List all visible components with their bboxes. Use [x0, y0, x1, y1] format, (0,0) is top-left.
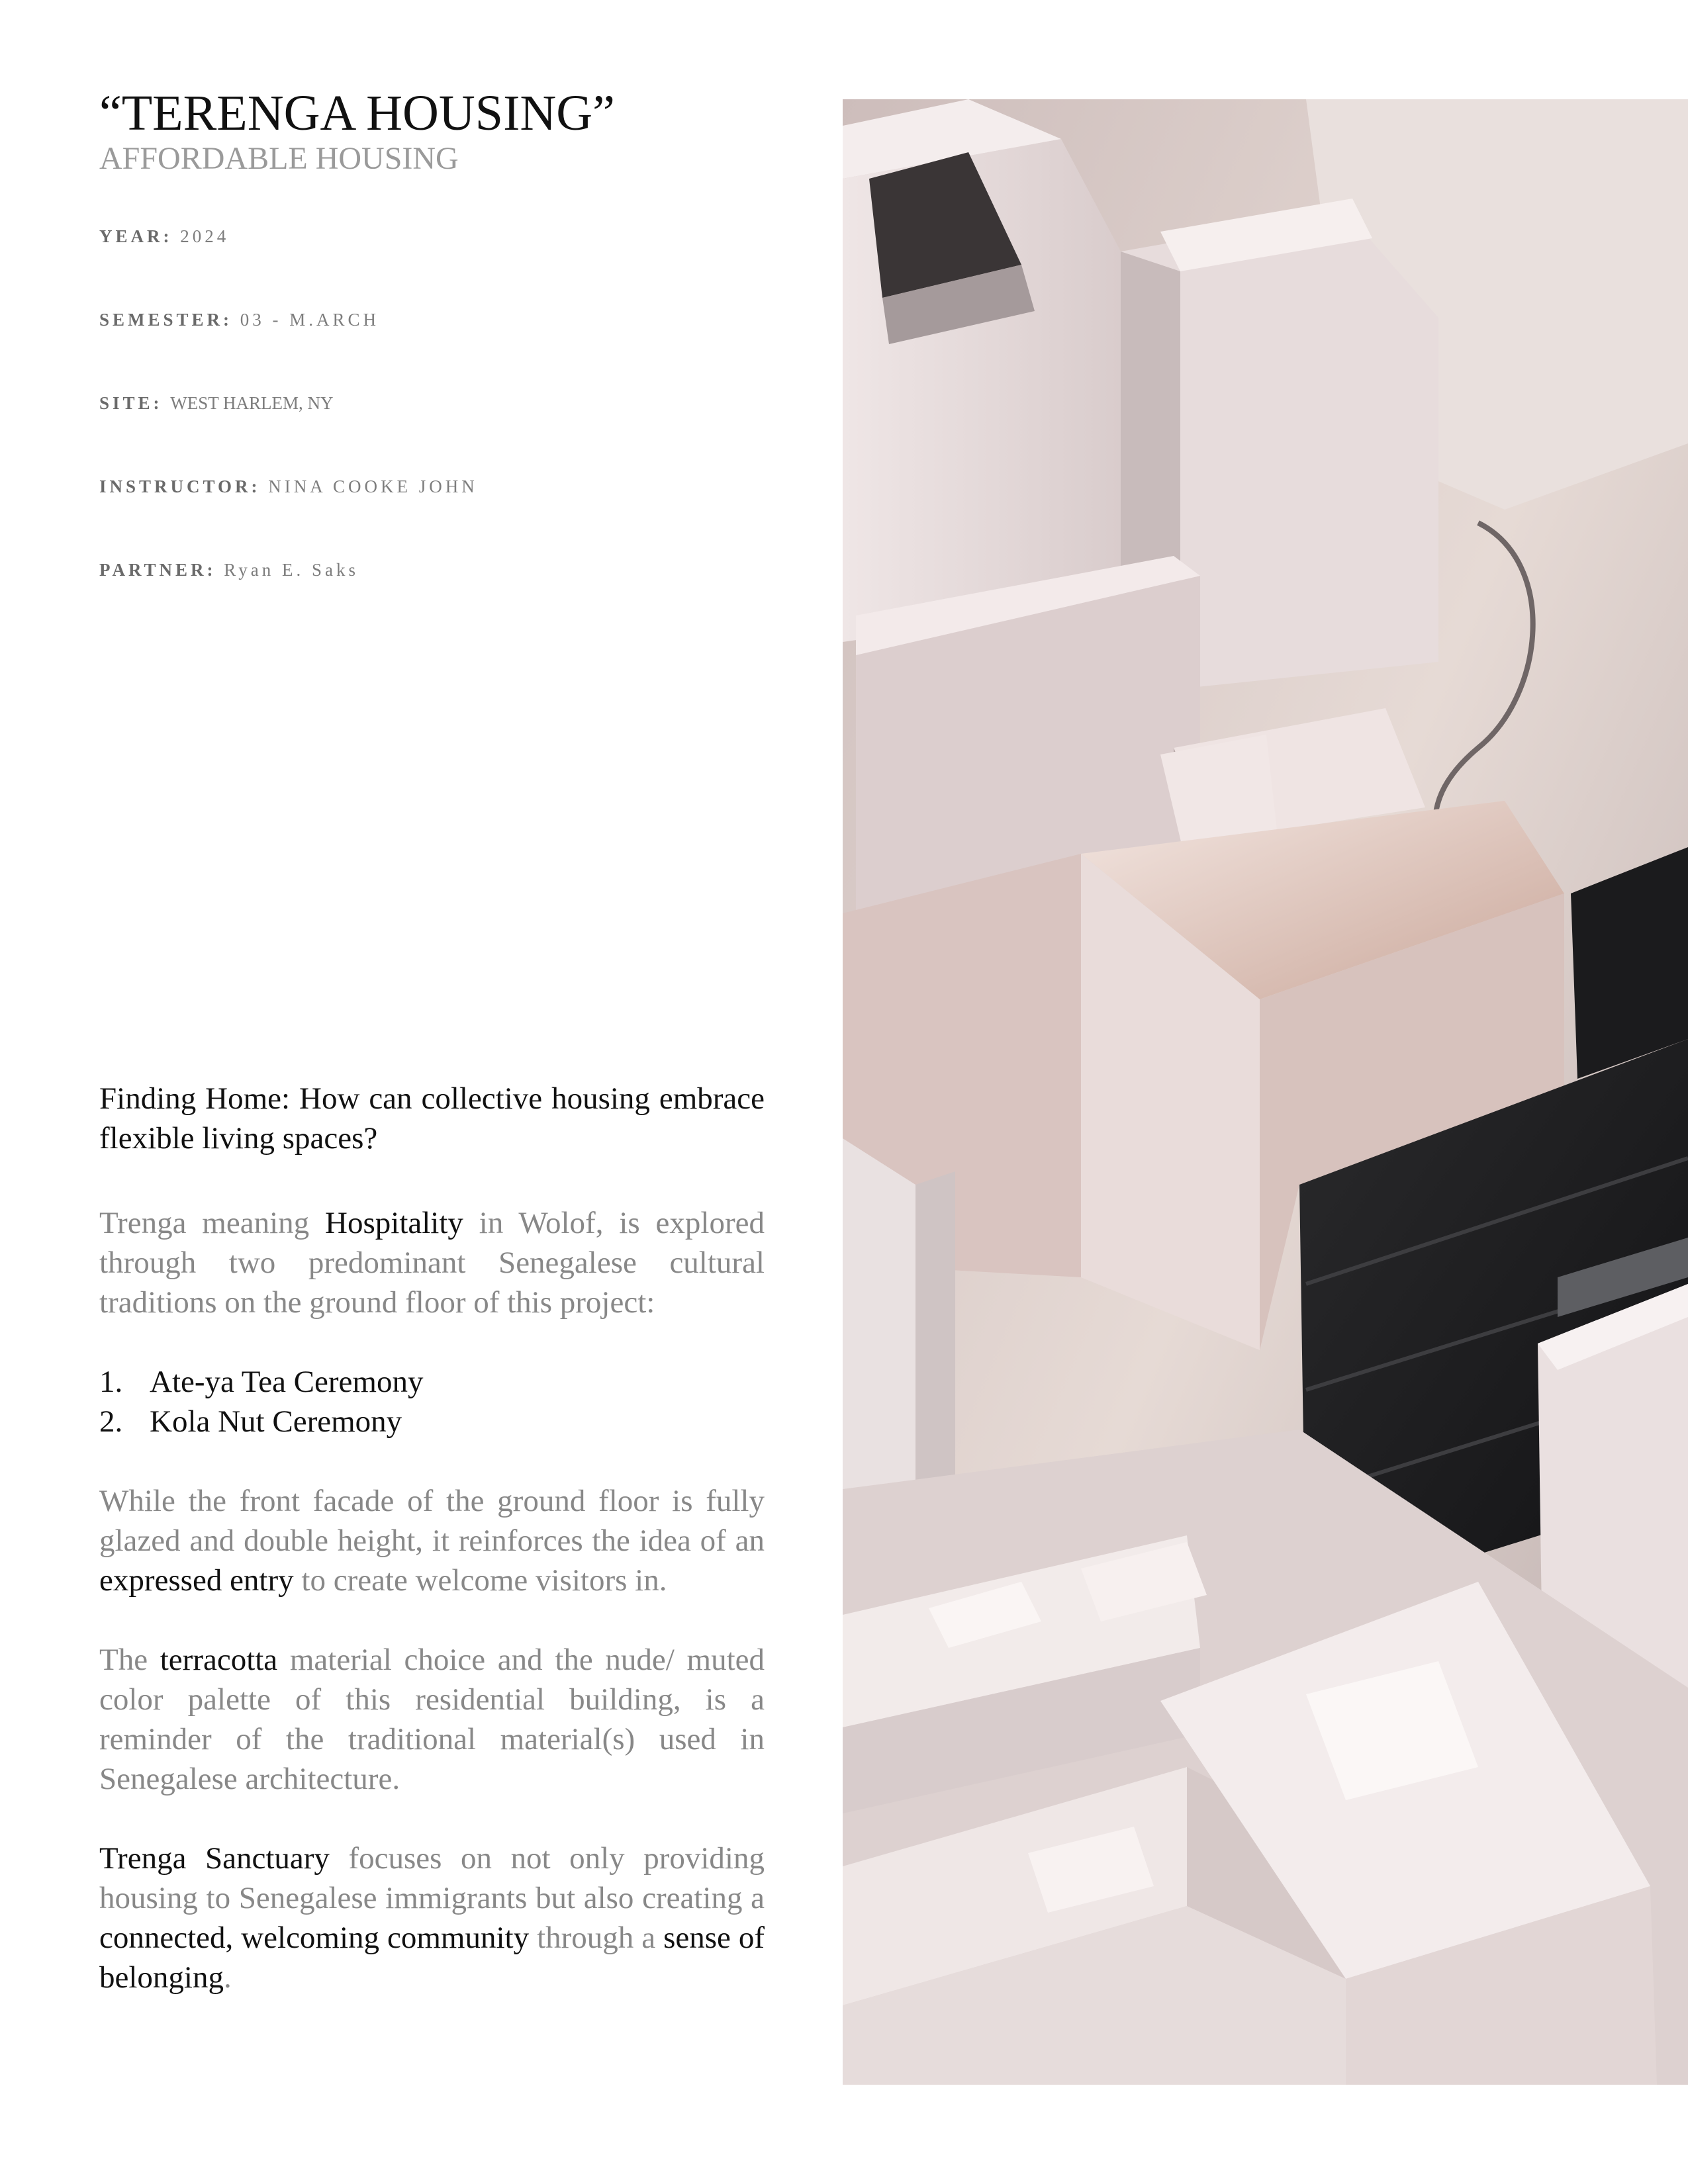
meta-instructor	[99, 477, 478, 497]
meta-partner-key: PARTNER:	[99, 560, 216, 580]
p2-text-c: to create welcome visitors in.	[293, 1563, 667, 1598]
p4-text-b: focuses on not only providing housing to Senegalese immigrants but also creating a	[99, 1841, 765, 1915]
p1-text-a: Trenga meaning	[99, 1206, 326, 1240]
project-subtitle: AFFORDABLE HOUSING	[99, 141, 459, 176]
list-item	[99, 1362, 765, 1402]
list-item	[99, 1402, 765, 1441]
list-label: Kola Nut Ceremony	[150, 1404, 402, 1439]
paragraph-sanctuary	[99, 1839, 765, 1997]
meta-year-value: 2024	[180, 226, 230, 246]
p1-text-c: in Wolof, is explored through two predominant Senegalese cultural traditions on the ground floor of this project:	[99, 1206, 765, 1320]
meta-partner-value: Ryan E. Saks	[224, 560, 359, 580]
p4-highlight-a: Trenga Sanctuary	[99, 1841, 330, 1876]
p3-text-c: material choice and the nude/ muted color palette of this residential building, is a reminder of the traditional material(s) used in Senegalese architecture.	[99, 1643, 765, 1796]
project-title: “TERENGA HOUSING”	[99, 85, 615, 141]
p4-highlight-c: connected, welcoming community	[99, 1921, 530, 1955]
p3-highlight: terracotta	[160, 1643, 278, 1677]
p4-text-d: through a	[529, 1921, 664, 1955]
p3-text-a: The	[99, 1643, 160, 1677]
meta-year	[99, 226, 229, 247]
meta-semester-value: 03 - M.ARCH	[240, 310, 380, 330]
paragraph-hospitality	[99, 1203, 765, 1322]
p4-highlight-e: sense of belonging	[99, 1921, 765, 1995]
meta-site-key: SITE:	[99, 393, 163, 413]
paragraph-material	[99, 1640, 765, 1799]
meta-partner	[99, 560, 359, 580]
list-number: 2.	[99, 1404, 123, 1439]
meta-instructor-value: NINA COOKE JOHN	[268, 477, 478, 496]
p1-highlight: Hospitality	[325, 1206, 463, 1240]
model-photo	[843, 99, 1688, 2085]
paragraph-facade	[99, 1481, 765, 1600]
model-photo-illustration	[843, 99, 1688, 2085]
meta-site	[99, 393, 334, 414]
meta-semester	[99, 310, 379, 330]
p2-text-a: While the front facade of the ground floor is fully glazed and double height, it reinforces the idea of an	[99, 1484, 765, 1558]
meta-site-value: WEST HARLEM, NY	[170, 393, 334, 413]
p4-text-f: .	[223, 1960, 232, 1995]
list-number: 1.	[99, 1365, 123, 1399]
p2-highlight: expressed entry	[99, 1563, 294, 1598]
meta-semester-key: SEMESTER:	[99, 310, 233, 330]
list-label: Ate-ya Tea Ceremony	[150, 1365, 424, 1399]
meta-year-key: YEAR:	[99, 226, 173, 246]
meta-instructor-key: INSTRUCTOR:	[99, 477, 261, 496]
ceremony-list	[99, 1362, 765, 1441]
research-question: Finding Home: How can collective housing embrace flexible living spaces?	[99, 1081, 765, 1156]
